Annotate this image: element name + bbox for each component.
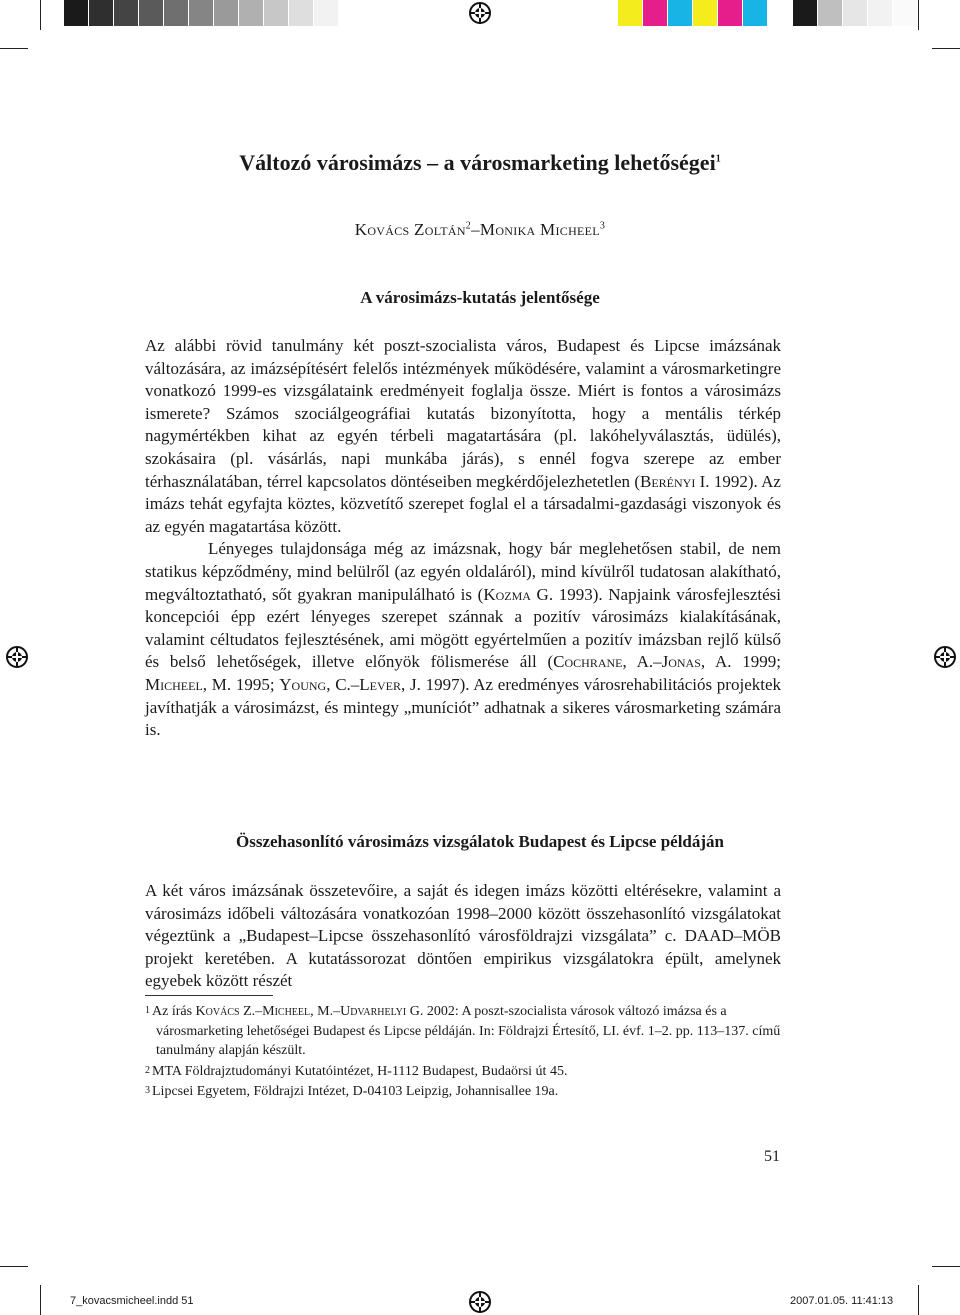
author-line [0,220,960,240]
registration-mark-icon [934,646,956,668]
color-swatch [793,0,817,26]
footnote-1 [145,1001,781,1061]
color-swatch [289,0,313,26]
color-swatch [314,0,338,26]
footnote-number: 3 [145,1085,150,1096]
text-run: Lényeges tulajdonsága még az imázsnak, hogy bár meglehetősen stabil, de nem statikus képződmény, mind belülről (az egyén oldaláról), mind kívülről tudatosan alakítható, megváltoztatható, sőt gyakran manipulálható is ( [145,539,781,604]
section-heading-1: A városimázs-kutatás jelentősége [360,288,600,307]
author-1-footnote-ref: 2 [465,220,472,232]
citation-name: Micheel [262,1004,311,1019]
citation-name: Young [279,674,327,694]
color-swatch [843,0,867,26]
footnote-3 [145,1081,781,1102]
crop-mark [918,1285,919,1315]
crop-mark [932,48,960,49]
citation-name: Cochrane [553,652,623,672]
text-run: G. 1993). Napjaink városfejlesztési koncepciói épp ezért lényeges szerepet szánnak a pozitív városimázs kialakításának, valamint céltudatos fejlesztésének, ami mögött egyértelműen a pozitív imázsban rejlő külső és belső lehetőségek, illetve előnyök fölismerése áll ( [145,584,781,672]
registration-mark-icon [6,646,28,668]
title-footnote-ref: 1 [715,153,721,165]
grayscale-color-bar [64,0,339,26]
text-run: , A. 1999; [700,652,781,672]
author-2: Monika Micheel [479,220,600,239]
color-swatch [64,0,88,26]
page-number: 51 [764,1148,780,1165]
color-swatch [818,0,842,26]
paragraph: A két város imázsának összetevőire, a saját és idegen imázs közötti eltérésekre, valamint a városimázs időbeli változására vonatkozóan 1998–2000 között összehasonlító vizsgálatokat végeztünk a „Budapest–Lipcse összehasonlító városföldrajzi vizsgálata” c. DAAD–MÖB projekt keretében. A kutatássorozat döntően empirikus vizsgálatokra épült, amelynek egyebek között részét [145,881,781,991]
color-swatch [743,0,767,26]
color-swatch [89,0,113,26]
section-1-body [145,335,781,742]
section-2-body [145,880,781,993]
text-run: G. 2002: A poszt-szocialista városok változó imázsa és a városmarketing lehetőségei Budapest és Lipcse példáján. In: Földrajzi Értesítő, LI. évf. 1–2. pp. 113–137. című tanulmány alapján készült. [156,1004,781,1058]
citation-name: Berényi [639,471,696,491]
text-run: Az alábbi rövid tanulmány két poszt-szocialista város, Budapest és Lipcse imázsának változására, az imázsépítésért felelős intézmények működésére, valamint a városmarketingre vonatkozó 1999-es vizsgálataink eredményeit foglalja össze. Miért is fontos a városimázs ismerete? Számos szociálgeográfiai kutatás bizonyította, hogy a mentális térkép nagymértékben kihat az egyén térbeli magatartására (pl. lakóhelyválasztás, üdülés), szokásaira (pl. vásárlás, napi munkába járás), s ennél fogva szerepe az ember térhasználatában, térrel kapcsolatos döntéseiben megkérdőjelezhetetlen ( [145,336,781,491]
color-swatch [164,0,188,26]
section-heading-2: Összehasonlító városimázs vizsgálatok Budapest és Lipcse példáján [235,832,724,851]
crop-mark [40,0,41,30]
page-title [0,148,960,178]
slug-filename: 7_kovacsmicheel.indd 51 [70,1295,194,1307]
footnote-2 [145,1061,781,1082]
color-swatch [114,0,138,26]
footnote-number: 1 [145,1005,150,1016]
crop-mark [0,1266,28,1267]
text-run: MTA Földrajztudományi Kutatóintézet, H-1112 Budapest, Budaörsi út 45. [152,1063,568,1079]
title-text: Változó városimázs – a városmarketing lehetőségei [239,150,716,175]
text-run: , M. 1995; [202,674,280,694]
color-swatch [643,0,667,26]
citation-name: Udvarhelyi [340,1004,407,1019]
crop-mark [40,1285,41,1315]
color-swatch [893,0,917,26]
color-swatch [214,0,238,26]
paragraph [145,538,781,741]
text-run: , M.– [310,1004,341,1019]
text-run: , A.– [622,652,662,672]
color-swatch [868,0,892,26]
author-1: Kovács Zoltán [354,220,466,239]
cmyk-color-bar [618,0,918,26]
citation-name: Kozma [483,584,531,604]
text-run: , J. 1997). Az eredményes városrehabilitációs projektek javíthatják a városimázst, és mintegy „muníciót” adhatnak a sikeres városmarketing számára is. [145,674,782,740]
citation-name: Kovács [195,1004,240,1019]
citation-name: Lever [359,674,402,694]
registration-mark-icon [469,2,491,24]
registration-mark-icon [469,1291,491,1313]
color-swatch [668,0,692,26]
crop-mark [932,1266,960,1267]
text-run: Lipcsei Egyetem, Földrajzi Intézet, D-04103 Leipzig, Johannisallee 19a. [152,1084,559,1099]
color-swatch [618,0,642,26]
crop-mark [0,48,28,49]
author-2-footnote-ref: 3 [599,220,606,232]
color-swatch [189,0,213,26]
color-swatch [239,0,263,26]
text-run: Az írás [152,1004,196,1019]
footnotes [145,1001,781,1102]
color-swatch [264,0,288,26]
color-swatch [693,0,717,26]
text-run: I. 1992). Az imázs tehát egyfajta köztes, közvetítő szerepet foglal el a társadalmi-gazdasági viszonyok és az egyén magatartása között. [145,471,781,536]
crop-mark [918,0,919,30]
citation-name: Micheel [145,674,203,694]
color-swatch [718,0,742,26]
color-swatch [768,0,792,26]
footnote-rule [145,995,273,996]
slug-timestamp: 2007.01.05. 11:41:13 [790,1295,894,1307]
text-run: , C.– [326,674,360,694]
citation-name: Jonas [661,652,701,672]
color-swatch [139,0,163,26]
text-run: Z.– [239,1004,263,1019]
footnote-number: 2 [145,1064,150,1076]
paragraph [145,335,781,538]
author-separator: – [471,220,480,239]
